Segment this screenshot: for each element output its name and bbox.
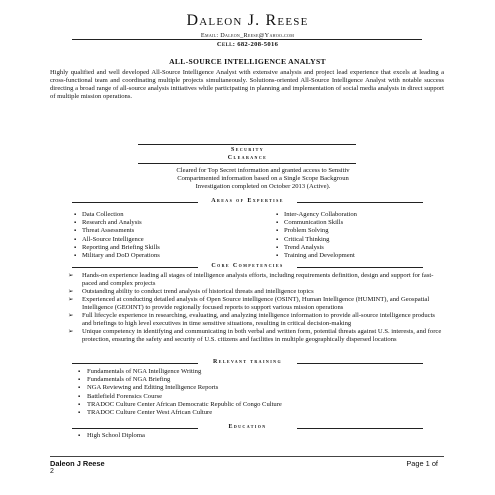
expertise-left-list — [74, 211, 160, 260]
list-item: ▪ Battlefield Forensics Course — [78, 393, 438, 401]
list-item: ➢ Experienced at conducting detailed analysis of Open Source intelligence (OSINT), Human Intelligence (HUMINT), and Geospatial Intelligence (GEOINT) to provide regionally focused reports to support various mission operations — [68, 296, 442, 312]
competencies-list — [68, 272, 442, 344]
list-item: ➢ Full lifecycle experience in researching, evaluating, and analyzing intelligence information to provide all-source intelligence products and briefings to high level executives in time sensitive situations, resulting in critical decision-making — [68, 312, 442, 328]
footer-divider — [50, 456, 444, 457]
list-item: ▪ Training and Development — [276, 252, 357, 260]
clearance-text — [147, 167, 379, 191]
list-item: ▪ All-Source Intelligence — [74, 236, 160, 244]
objective-summary: Highly qualified and well developed All-Source Intelligence Analyst with extensive analysis and project lead experience that excels at leading a cross-functional team and coordinating multiple projects simultaneously. Solutions-oriented All-Source Intelligence Analyst with notable success directing a broad range of all-source analysis initiatives while participating in planning and implementation of social media analysis in direct support of multiple mission operations. — [50, 69, 444, 101]
list-item: ➢ Outstanding ability to conduct trend analysis of historical threats and intelligence topics — [68, 288, 442, 296]
training-heading: Relevant training — [213, 359, 282, 365]
education-rule-right — [297, 428, 423, 429]
candidate-name: Daleon J. Reese — [186, 12, 309, 29]
list-item: ▪ Fundamentals of NGA Briefing — [78, 376, 438, 384]
list-item: ▪ Communication Skills — [276, 219, 357, 227]
clearance-heading-2: Clearance — [227, 155, 268, 161]
list-item: ▪ Reporting and Briefing Skills — [74, 244, 160, 252]
clearance-heading-1: Security — [231, 147, 264, 153]
cell-line: Cell: 682-208-5016 — [216, 41, 279, 48]
list-item: ▪ Inter-Agency Collaboration — [276, 211, 357, 219]
training-rule-right — [297, 363, 423, 364]
clearance-line: Cleared for Top Secret information and granted access to Sensitiv — [176, 167, 350, 174]
header-divider — [72, 39, 422, 40]
clearance-rule-bottom — [138, 163, 356, 164]
education-heading: Education — [228, 424, 267, 430]
footer-name: Daleon J Reese — [50, 459, 105, 468]
list-item: ▪ Fundamentals of NGA Intelligence Writing — [78, 368, 438, 376]
list-item: ▪ Data Collection — [74, 211, 160, 219]
list-item: ▪ Threat Assessments — [74, 227, 160, 235]
expertise-right-list — [276, 211, 357, 260]
list-item: ▪ Military and DoD Operations — [74, 252, 160, 260]
list-item: ➢ Hands-on experience leading all stages of intelligence analysis efforts, including requirements definition, design and support for fast-paced and complex projects — [68, 272, 442, 288]
clearance-line: Investigation completed on October 2013 (Active). — [195, 183, 331, 191]
list-item: ▪ NGA Reviewing and Editing Intelligence Reports — [78, 384, 438, 392]
list-item: ▪ TRADOC Culture Center West African Culture — [78, 409, 438, 417]
clearance-line: Compartmented information based on a Single Scope Backgroun — [177, 175, 349, 183]
expertise-heading: Areas of Expertise — [211, 198, 284, 204]
list-item: ▪ High School Diploma — [78, 432, 378, 440]
footer-page-label: Page 1 of — [406, 459, 438, 468]
footer-page-total: 2 — [50, 468, 54, 475]
list-item: ➢ Unique competency in identifying and communicating in both verbal and written form, potential threats against U.S. interests, and force protection, ensuring the safety and security of U.S. citizens and facilities in multiple geographically dispersed locations — [68, 328, 442, 344]
list-item: ▪ Critical Thinking — [276, 236, 357, 244]
list-item: ▪ Research and Analysis — [74, 219, 160, 227]
training-list — [78, 368, 438, 417]
competencies-heading: Core Competencies — [211, 263, 284, 269]
email-line: Email: Daleon_Reese@Yahoo.com — [200, 32, 295, 39]
competencies-rule-right — [297, 267, 423, 268]
expertise-rule-right — [297, 202, 423, 203]
list-item: ▪ Trend Analysis — [276, 244, 357, 252]
objective-title: ALL-SOURCE INTELLIGENCE ANALYST — [169, 57, 326, 66]
clearance-rule-top — [138, 144, 356, 145]
list-item: ▪ Problem Solving — [276, 227, 357, 235]
education-list — [78, 432, 378, 440]
list-item: ▪ TRADOC Culture Center African Democratic Republic of Congo Culture — [78, 401, 438, 409]
